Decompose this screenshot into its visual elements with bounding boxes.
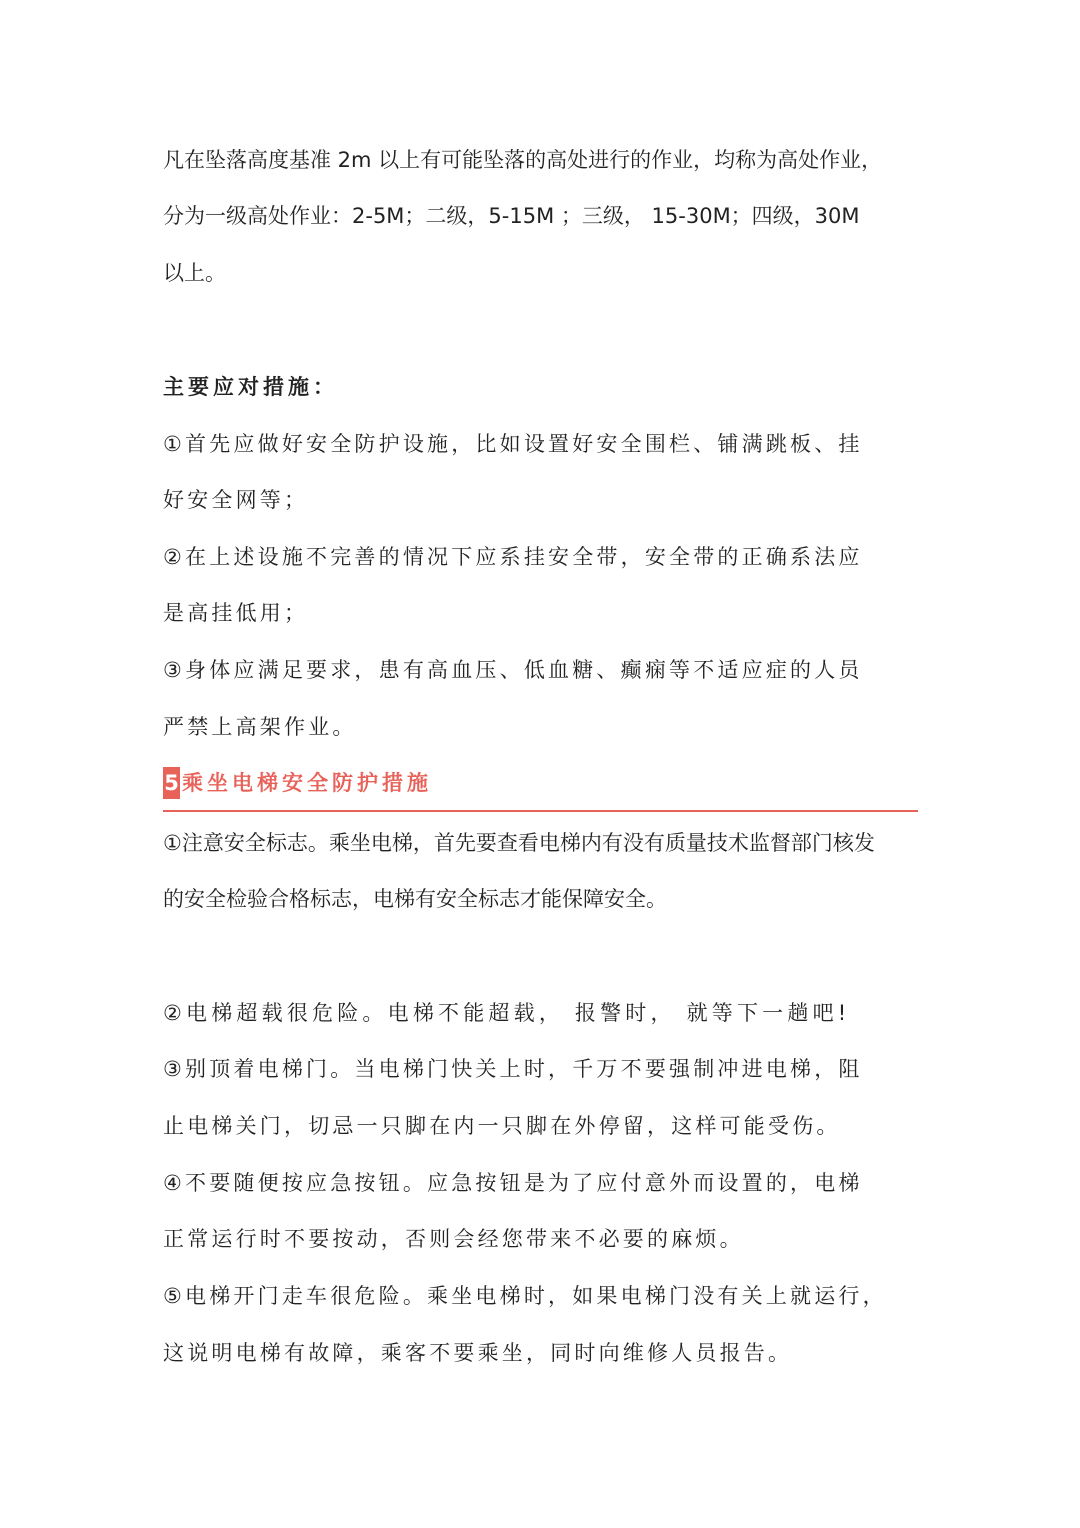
measures-line-2: 好安全网等； — [163, 488, 309, 512]
section-para1-line-1: ①注意安全标志。乘坐电梯，首先要查看电梯内有没有质量技术监督部门核发 — [163, 831, 875, 855]
section-heading — [163, 762, 918, 812]
measures-line-3: ②在上述设施不完善的情况下应系挂安全带，安全带的正确系法应 — [163, 545, 863, 569]
intro-line-2: 分为一级高处作业：2-5M；二级，5-15M ；三级， 15-30M；四级，30M — [163, 204, 860, 228]
section-para2-line-6: ⑤电梯开门走车很危险。乘坐电梯时，如果电梯门没有关上就运行， — [163, 1284, 887, 1308]
section-para2-line-7: 这说明电梯有故障，乘客不要乘坐，同时向维修人员报告。 — [163, 1341, 793, 1365]
measures-line-4: 是高挂低用； — [163, 601, 309, 625]
section-title: 乘坐电梯安全防护措施 — [182, 771, 432, 795]
measures-heading: 主要应对措施： — [163, 375, 338, 399]
intro-line-3: 以上。 — [163, 261, 226, 285]
section-number-badge: 5 — [163, 767, 180, 799]
section-para2-line-3: 止电梯关门，切忌一只脚在内一只脚在外停留，这样可能受伤。 — [163, 1114, 841, 1138]
intro-line-1: 凡在坠落高度基准 2m 以上有可能坠落的高处进行的作业，均称为高处作业， — [163, 148, 883, 172]
measures-line-1: ①首先应做好安全防护设施，比如设置好安全围栏、铺满跳板、挂 — [163, 432, 863, 456]
measures-line-5: ③身体应满足要求，患有高血压、低血糖、癫痫等不适应症的人员 — [163, 658, 863, 682]
section-para2-line-2: ③别顶着电梯门。当电梯门快关上时，千万不要强制冲进电梯，阻 — [163, 1057, 863, 1081]
section-para2-line-5: 正常运行时不要按动，否则会经您带来不必要的麻烦。 — [163, 1227, 744, 1251]
section-para2-line-4: ④不要随便按应急按钮。应急按钮是为了应付意外而设置的，电梯 — [163, 1171, 863, 1195]
section-para1-line-2: 的安全检验合格标志，电梯有安全标志才能保障安全。 — [163, 887, 667, 911]
section-para2-line-1: ②电梯超载很危险。电梯不能超载， 报警时， 就等下一趟吧! — [163, 1001, 851, 1025]
measures-line-6: 严禁上高架作业。 — [163, 715, 357, 739]
